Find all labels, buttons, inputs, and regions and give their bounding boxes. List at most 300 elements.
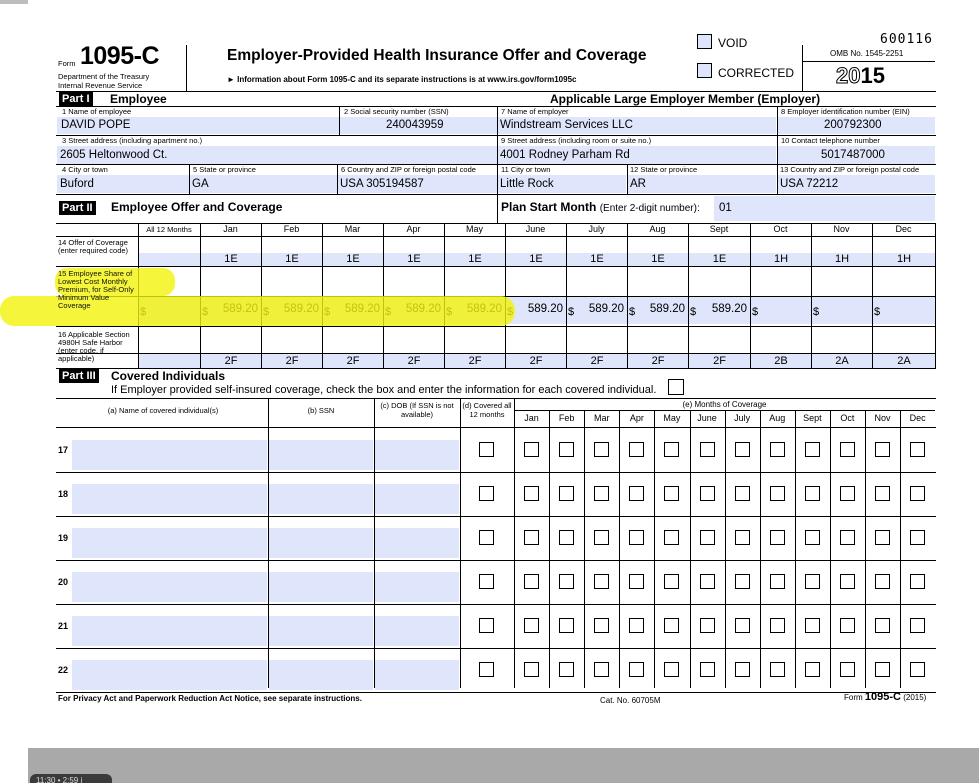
employer-name-field[interactable] xyxy=(498,117,776,134)
line15-cell-8[interactable] xyxy=(628,297,688,324)
covered-dob-field[interactable] xyxy=(375,440,459,470)
line14-cell-1[interactable] xyxy=(201,253,261,266)
p3-month-vline xyxy=(865,410,866,688)
line14-value: 1E xyxy=(224,253,238,265)
covered-dob-field[interactable] xyxy=(375,572,459,602)
line15-cell-9[interactable] xyxy=(689,297,750,324)
month-header-11: Nov xyxy=(833,224,850,234)
month-checkbox[interactable] xyxy=(840,442,855,457)
line16-cell-2[interactable] xyxy=(262,354,322,368)
p3-month-header-1: Feb xyxy=(558,413,575,423)
employee-heading: Employee xyxy=(110,92,167,106)
p3-row-rule xyxy=(56,648,936,649)
month-header-3: Mar xyxy=(344,224,361,234)
col-a-header: (a) Name of covered individual(s) xyxy=(107,406,219,415)
month-checkbox[interactable] xyxy=(629,662,644,677)
plan-start-value: 01 xyxy=(719,202,732,214)
month-checkbox[interactable] xyxy=(910,618,925,633)
line16-cell-12[interactable] xyxy=(873,354,935,368)
p3-month-vline xyxy=(760,410,761,688)
month-checkbox[interactable] xyxy=(559,662,574,677)
month-checkbox[interactable] xyxy=(735,442,750,457)
line16-value: 2A xyxy=(835,355,849,367)
part2-header-divider xyxy=(497,194,498,223)
employer-city-field[interactable] xyxy=(498,175,626,193)
line14-value: 1E xyxy=(285,253,299,265)
month-header-6: June xyxy=(525,224,546,234)
month-checkbox[interactable] xyxy=(805,442,820,457)
covered-name-field[interactable] xyxy=(72,660,267,690)
p3-month-header-7: Aug xyxy=(769,413,786,423)
month-checkbox[interactable] xyxy=(524,618,539,633)
line16-value: 2A xyxy=(897,355,911,367)
plan-start-hint: (Enter 2-digit number): xyxy=(599,203,700,214)
month-checkbox[interactable] xyxy=(875,574,890,589)
covered-dob-field[interactable] xyxy=(375,660,459,690)
month-checkbox[interactable] xyxy=(770,662,785,677)
month-checkbox[interactable] xyxy=(805,618,820,633)
month-checkbox[interactable] xyxy=(910,530,925,545)
line16-cell-4[interactable] xyxy=(384,354,444,368)
line15-dollar: $ xyxy=(568,306,575,318)
p3-month-vline xyxy=(795,410,796,688)
month-checkbox[interactable] xyxy=(770,486,785,501)
month-checkbox[interactable] xyxy=(840,486,855,501)
line16-cell-8[interactable] xyxy=(628,354,688,368)
form-title: Employer-Provided Health Insurance Offer and Coverage xyxy=(227,47,647,64)
line14-cell-5[interactable] xyxy=(445,253,505,266)
month-checkbox[interactable] xyxy=(805,530,820,545)
p3-header-bottom xyxy=(56,427,936,428)
covered-ssn-field[interactable] xyxy=(269,572,373,602)
month-checkbox[interactable] xyxy=(875,486,890,501)
control-number: 600116 xyxy=(880,32,933,47)
form-number: 1095-C xyxy=(80,42,159,70)
f6-label: 6 Country and ZIP or foreign postal code xyxy=(341,165,476,174)
month-header-5: May xyxy=(465,224,483,234)
row-number: 20 xyxy=(58,577,69,587)
line16-cell-0[interactable] xyxy=(139,354,200,368)
part1-badge: Part I xyxy=(59,92,93,106)
f7-label: 7 Name of employer xyxy=(501,107,569,116)
employee-city-value: Buford xyxy=(60,178,94,190)
employee-state-field[interactable] xyxy=(190,175,337,193)
line14-value: 1E xyxy=(529,253,543,265)
month-checkbox[interactable] xyxy=(664,618,679,633)
month-checkbox[interactable] xyxy=(559,618,574,633)
month-header-9: Sept xyxy=(709,224,729,234)
grid-hline xyxy=(56,326,936,327)
all12-checkbox[interactable] xyxy=(479,486,494,501)
line14-cell-0[interactable] xyxy=(139,253,200,266)
month-header-10: Oct xyxy=(773,224,788,234)
covered-name-field[interactable] xyxy=(72,484,267,514)
month-checkbox[interactable] xyxy=(664,574,679,589)
month-checkbox[interactable] xyxy=(770,530,785,545)
f9-label: 9 Street address (including room or suite no.) xyxy=(501,136,652,145)
footer-form-id xyxy=(844,693,926,702)
p3-month-header-2: Mar xyxy=(593,413,610,423)
month-header-12: Dec xyxy=(895,224,912,234)
tax-year-bold: 15 xyxy=(860,63,885,88)
col-c-header: (c) DOB (If SSN is not available) xyxy=(380,401,454,419)
line14-cell-3[interactable] xyxy=(323,253,383,266)
line14-value: 1E xyxy=(407,253,421,265)
footer-form-prefix: Form xyxy=(844,693,863,702)
p3-month-header-10: Nov xyxy=(874,413,891,423)
employer-address-field[interactable] xyxy=(498,146,776,164)
month-checkbox[interactable] xyxy=(559,530,574,545)
line16-value: 2F xyxy=(529,355,543,367)
month-checkbox[interactable] xyxy=(875,618,890,633)
p3-month-header-11: Dec xyxy=(909,413,926,423)
month-header-7: July xyxy=(588,224,605,234)
p3-row-rule xyxy=(56,560,936,561)
month-checkbox[interactable] xyxy=(700,530,715,545)
month-header-8: Aug xyxy=(649,224,666,234)
line15-dollar: $ xyxy=(752,306,759,318)
employer-zip-field[interactable] xyxy=(778,175,935,193)
omb-number: OMB No. 1545-2251 xyxy=(830,49,904,58)
dept-line1: Department of the Treasury xyxy=(58,72,150,81)
month-checkbox[interactable] xyxy=(700,442,715,457)
line16-cell-1[interactable] xyxy=(201,354,261,368)
covered-ssn-field[interactable] xyxy=(269,616,373,646)
all12-checkbox[interactable] xyxy=(479,530,494,545)
part3-header-rule xyxy=(56,398,936,399)
month-checkbox[interactable] xyxy=(594,442,609,457)
line15-dollar: $ xyxy=(629,306,636,318)
p3-vline xyxy=(514,398,515,688)
line14-cell-2[interactable] xyxy=(262,253,322,266)
line16-value: 2F xyxy=(590,355,604,367)
p3-month-vline xyxy=(900,410,901,688)
month-checkbox[interactable] xyxy=(840,530,855,545)
month-checkbox[interactable] xyxy=(524,662,539,677)
month-checkbox[interactable] xyxy=(594,530,609,545)
employee-name-value: DAVID POPE xyxy=(61,119,131,131)
f5-label: 5 State or province xyxy=(193,165,256,174)
p3-row-rule xyxy=(56,516,936,517)
p3-vline xyxy=(460,398,461,688)
part3-heading: Covered Individuals xyxy=(111,369,226,383)
line15-label: 15 Employee Share of Lowest Cost Monthly Premium, for Self-Only Minimum Value Coverage xyxy=(58,269,134,310)
p3-month-header-3: Apr xyxy=(629,413,644,423)
p3-month-vline xyxy=(690,410,691,688)
f4-label: 4 City or town xyxy=(62,165,108,174)
line15-dollar: $ xyxy=(874,306,881,318)
employee-address-field[interactable] xyxy=(57,146,497,164)
line15-dollar: $ xyxy=(690,306,697,318)
month-checkbox[interactable] xyxy=(559,486,574,501)
p3-month-vline xyxy=(619,410,620,688)
p3-month-header-6: July xyxy=(734,413,751,423)
month-checkbox[interactable] xyxy=(770,574,785,589)
line15-cell-7[interactable] xyxy=(567,297,627,324)
ein-value: 200792300 xyxy=(824,119,882,131)
tax-year-outline: 20 xyxy=(836,63,861,88)
employer-state-field[interactable] xyxy=(628,175,776,193)
employee-address-value: 2605 Heltonwood Ct. xyxy=(60,149,168,161)
employer-zip-value: USA 72212 xyxy=(780,178,839,190)
form-label: Form xyxy=(58,59,76,68)
employee-state-value: GA xyxy=(192,178,209,190)
plan-start-field[interactable] xyxy=(714,196,935,221)
month-checkbox[interactable] xyxy=(629,618,644,633)
row-number: 19 xyxy=(58,533,69,543)
covered-ssn-field[interactable] xyxy=(269,440,373,470)
month-checkbox[interactable] xyxy=(910,662,925,677)
line14-cell-11[interactable] xyxy=(812,253,872,266)
month-checkbox[interactable] xyxy=(664,530,679,545)
covered-name-field[interactable] xyxy=(72,616,267,646)
line16-cell-11[interactable] xyxy=(812,354,872,368)
line16-value: 2F xyxy=(407,355,421,367)
month-checkbox[interactable] xyxy=(559,442,574,457)
month-checkbox[interactable] xyxy=(594,486,609,501)
line15-value: 589.20 xyxy=(711,303,747,315)
covered-ssn-field[interactable] xyxy=(269,484,373,514)
line15-cell-6[interactable] xyxy=(506,297,566,324)
p3-month-vline xyxy=(830,410,831,688)
month-checkbox[interactable] xyxy=(770,442,785,457)
line14-value: 1H xyxy=(773,253,789,265)
col-e-header: (e) Months of Coverage xyxy=(682,400,767,409)
corrected-label: CORRECTED xyxy=(718,66,795,80)
line15-dollar: $ xyxy=(813,306,820,318)
ssn-value: 240043959 xyxy=(386,119,444,131)
employer-name-value: Windstream Services LLC xyxy=(500,119,633,131)
line16-value: 2F xyxy=(468,355,482,367)
month-checkbox[interactable] xyxy=(700,618,715,633)
self-insured-checkbox[interactable] xyxy=(668,379,684,395)
p3-month-header-8: Sept xyxy=(803,413,822,423)
month-checkbox[interactable] xyxy=(594,574,609,589)
month-checkbox[interactable] xyxy=(910,574,925,589)
part3-instruction: If Employer provided self-insured coverage, check the box and enter the information for each covered individual. xyxy=(111,384,657,396)
line15-cell-12[interactable] xyxy=(873,297,935,324)
covered-dob-field[interactable] xyxy=(375,528,459,558)
month-checkbox[interactable] xyxy=(559,574,574,589)
phone-value: 5017487000 xyxy=(821,149,885,161)
line14-value: 1E xyxy=(346,253,360,265)
month-header-0: All 12 Months xyxy=(146,225,192,234)
month-checkbox[interactable] xyxy=(735,530,750,545)
covered-ssn-field[interactable] xyxy=(269,660,373,690)
line14-cell-10[interactable] xyxy=(751,253,811,266)
line15-cell-11[interactable] xyxy=(812,297,872,324)
line16-cell-5[interactable] xyxy=(445,354,505,368)
line16-cell-7[interactable] xyxy=(567,354,627,368)
line14-cell-8[interactable] xyxy=(628,253,688,266)
line15-value: 589.20 xyxy=(588,303,624,315)
employee-zip-field[interactable] xyxy=(338,175,497,193)
row-number: 17 xyxy=(58,445,69,455)
p3-month-vline xyxy=(549,410,550,688)
line16-cell-6[interactable] xyxy=(506,354,566,368)
covered-dob-field[interactable] xyxy=(375,484,459,514)
month-checkbox[interactable] xyxy=(805,574,820,589)
form-subtitle: ► Information about Form 1095-C and its separate instructions is at www.irs.gov/form1095c xyxy=(227,75,577,84)
corrected-checkbox[interactable] xyxy=(697,63,712,78)
p3-month-header-4: May xyxy=(663,413,681,423)
month-checkbox[interactable] xyxy=(840,662,855,677)
grid-hline xyxy=(56,266,936,267)
month-checkbox[interactable] xyxy=(664,442,679,457)
plan-start-month xyxy=(501,200,700,214)
col-b-header: (b) SSN xyxy=(307,406,335,415)
month-checkbox[interactable] xyxy=(910,486,925,501)
month-checkbox[interactable] xyxy=(524,486,539,501)
covered-name-field[interactable] xyxy=(72,528,267,558)
month-checkbox[interactable] xyxy=(875,442,890,457)
line15-cell-10[interactable] xyxy=(751,297,811,324)
line14-label: 14 Offer of Coverage (enter required code) xyxy=(58,238,129,255)
employee-name-field[interactable] xyxy=(57,117,339,134)
f13-label: 13 Country and ZIP or foreign postal code xyxy=(780,165,920,174)
cat-number: Cat. No. 60705M xyxy=(600,696,661,705)
month-checkbox[interactable] xyxy=(875,530,890,545)
month-checkbox[interactable] xyxy=(664,486,679,501)
line15-value: 589.20 xyxy=(649,303,685,315)
month-checkbox[interactable] xyxy=(840,618,855,633)
month-checkbox[interactable] xyxy=(770,618,785,633)
col-d-header: (d) Covered all 12 months xyxy=(462,401,512,419)
f10-label: 10 Contact telephone number xyxy=(781,136,880,145)
month-checkbox[interactable] xyxy=(629,486,644,501)
month-checkbox[interactable] xyxy=(629,442,644,457)
month-checkbox[interactable] xyxy=(840,574,855,589)
all12-checkbox[interactable] xyxy=(479,442,494,457)
month-checkbox[interactable] xyxy=(910,442,925,457)
line14-value: 1E xyxy=(712,253,727,265)
covered-ssn-field[interactable] xyxy=(269,528,373,558)
month-checkbox[interactable] xyxy=(700,574,715,589)
grid-hline xyxy=(56,236,936,237)
month-checkbox[interactable] xyxy=(524,442,539,457)
part2-badge: Part II xyxy=(59,201,96,215)
line14-cell-7[interactable] xyxy=(567,253,627,266)
month-header-1: Jan xyxy=(223,224,238,234)
line16-value: 2B xyxy=(774,355,788,367)
employee-city-field[interactable] xyxy=(57,175,189,193)
dept-line2: Internal Revenue Service xyxy=(58,81,143,90)
month-header-4: Apr xyxy=(406,224,421,234)
line14-value: 1E xyxy=(651,253,665,265)
month-checkbox[interactable] xyxy=(700,662,715,677)
tax-year xyxy=(836,63,885,89)
void-label: VOID xyxy=(718,36,748,50)
line16-value: 2F xyxy=(224,355,238,367)
line14-value: 1H xyxy=(834,253,850,265)
p3-month-vline xyxy=(725,410,726,688)
month-checkbox[interactable] xyxy=(735,618,750,633)
line16-cell-10[interactable] xyxy=(751,354,811,368)
row-number: 22 xyxy=(58,665,69,675)
p3-month-header-9: Oct xyxy=(840,413,855,423)
employer-state-value: AR xyxy=(630,178,646,190)
all12-checkbox[interactable] xyxy=(479,662,494,677)
covered-name-field[interactable] xyxy=(72,572,267,602)
part2-heading: Employee Offer and Coverage xyxy=(111,200,283,214)
month-checkbox[interactable] xyxy=(875,662,890,677)
employee-zip-value: USA 305194587 xyxy=(340,178,424,190)
covered-dob-field[interactable] xyxy=(375,616,459,646)
omb-rule xyxy=(802,61,935,62)
line16-label: 16 Applicable Section 4980H Safe Harbor (enter code, if applicable) xyxy=(58,330,130,363)
f3-label: 3 Street address (including apartment no.) xyxy=(62,136,203,145)
line16-value: 2F xyxy=(285,355,299,367)
taskbar-clock: 11:30 • 2:59 i xyxy=(30,774,112,783)
p3-month-header-5: June xyxy=(697,413,717,423)
month-checkbox[interactable] xyxy=(700,486,715,501)
month-checkbox[interactable] xyxy=(664,662,679,677)
p3-month-vline xyxy=(654,410,655,688)
line16-cell-9[interactable] xyxy=(689,354,750,368)
p3-month-header-0: Jan xyxy=(524,413,539,423)
privacy-notice: For Privacy Act and Paperwork Reduction Act Notice, see separate instructions. xyxy=(58,694,362,703)
f12-label: 12 State or province xyxy=(630,165,698,174)
employer-heading: Applicable Large Employer Member (Employer) xyxy=(550,92,821,106)
all12-checkbox[interactable] xyxy=(479,574,494,589)
all12-checkbox[interactable] xyxy=(479,618,494,633)
covered-name-field[interactable] xyxy=(72,440,267,470)
ssn-field[interactable] xyxy=(340,117,497,134)
f8-label: 8 Employer identification number (EIN) xyxy=(781,107,910,116)
line14-cell-4[interactable] xyxy=(384,253,444,266)
month-checkbox[interactable] xyxy=(805,486,820,501)
footer-form-number: 1095-C xyxy=(864,691,901,703)
line14-value: 1H xyxy=(896,253,912,265)
line14-cell-6[interactable] xyxy=(506,253,566,266)
p3-month-vline xyxy=(584,410,585,688)
footer-form-year: (2015) xyxy=(903,693,927,702)
line14-cell-9[interactable] xyxy=(689,253,750,266)
line14-cell-12[interactable] xyxy=(873,253,935,266)
p3-row-rule xyxy=(56,692,936,693)
month-checkbox[interactable] xyxy=(594,618,609,633)
line14-value: 1E xyxy=(468,253,482,265)
month-checkbox[interactable] xyxy=(594,662,609,677)
month-checkbox[interactable] xyxy=(735,574,750,589)
month-checkbox[interactable] xyxy=(524,574,539,589)
viewer-bottom-bar xyxy=(28,748,979,783)
line16-cell-3[interactable] xyxy=(323,354,383,368)
month-checkbox[interactable] xyxy=(735,662,750,677)
month-checkbox[interactable] xyxy=(629,530,644,545)
row-number: 21 xyxy=(58,621,69,631)
header-divider-left xyxy=(186,45,187,91)
ein-field[interactable] xyxy=(778,117,935,134)
employer-city-value: Little Rock xyxy=(500,178,554,190)
month-checkbox[interactable] xyxy=(629,574,644,589)
month-checkbox[interactable] xyxy=(805,662,820,677)
part1-bottom-rule xyxy=(56,194,936,195)
part2-header-rule xyxy=(56,223,936,224)
month-checkbox[interactable] xyxy=(524,530,539,545)
plan-start-label: Plan Start Month xyxy=(501,200,597,214)
void-checkbox[interactable] xyxy=(697,34,712,49)
month-header-2: Feb xyxy=(283,224,300,234)
line16-value: 2F xyxy=(713,355,726,367)
month-checkbox[interactable] xyxy=(735,486,750,501)
p3-row-rule xyxy=(56,604,936,605)
line16-value: 2F xyxy=(346,355,360,367)
line14-value: 1E xyxy=(590,253,604,265)
f1-label: 1 Name of employee xyxy=(62,107,132,116)
phone-field[interactable] xyxy=(778,146,935,164)
row-number: 18 xyxy=(58,489,69,499)
